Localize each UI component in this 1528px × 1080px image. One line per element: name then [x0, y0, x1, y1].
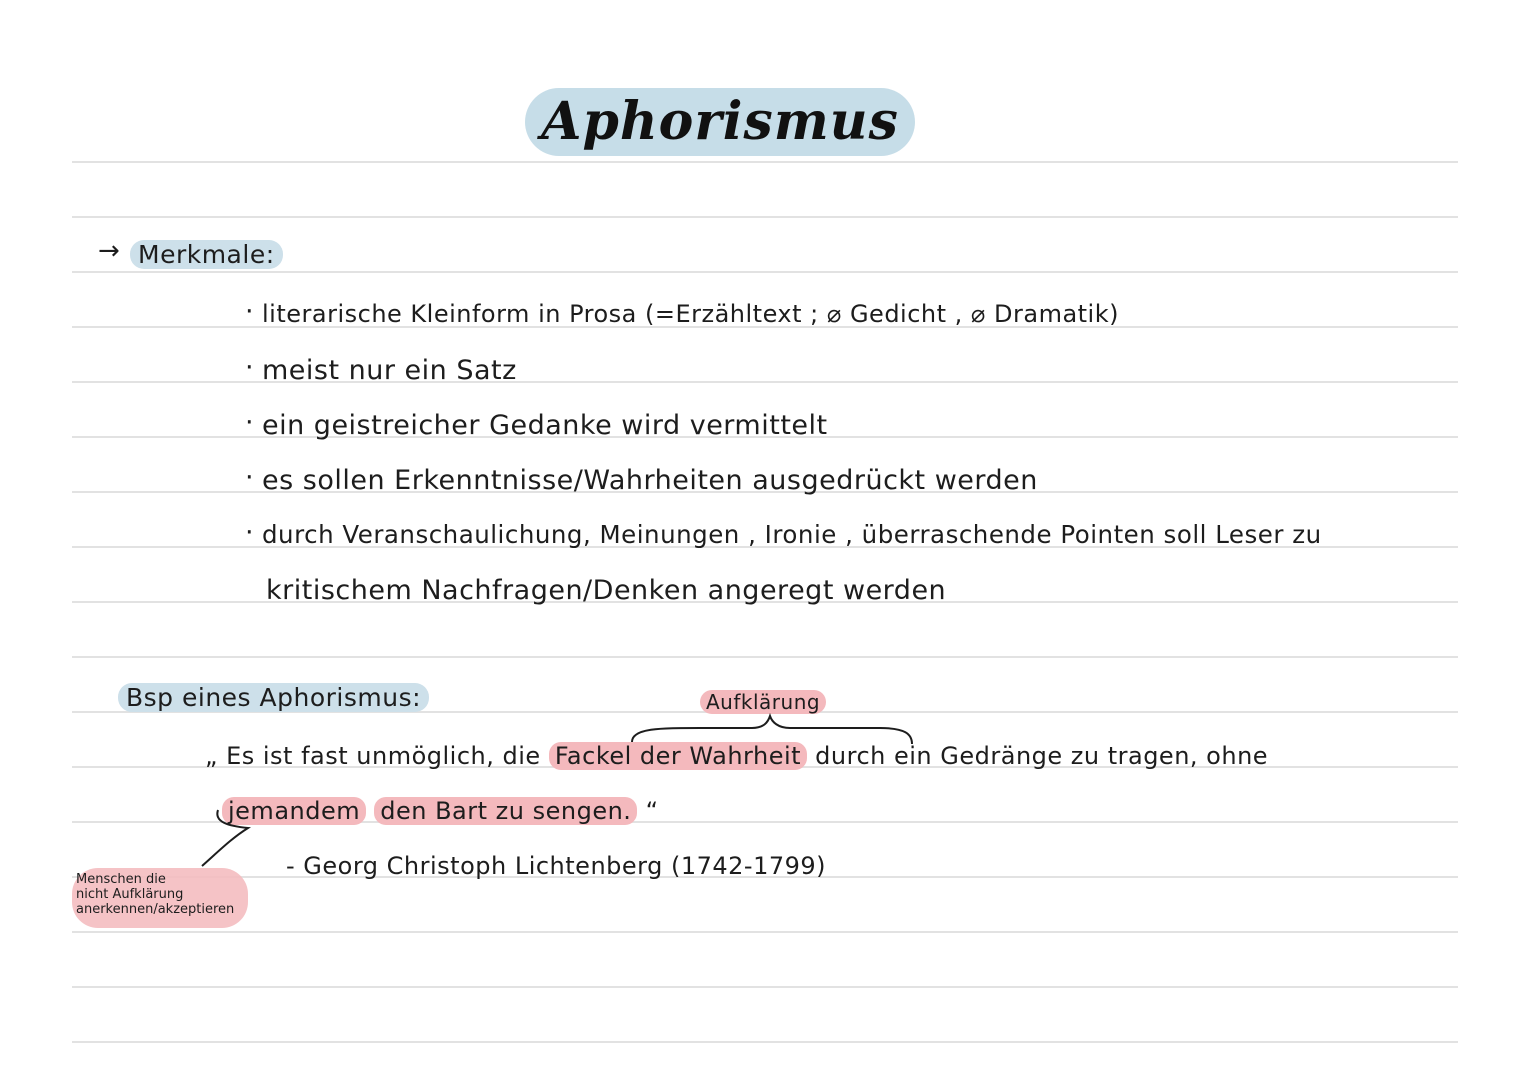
feature-item: durch Veranschaulichung, Meinungen , Ironie , überraschende Pointen soll Leser zu — [262, 520, 1322, 549]
section-heading-text: Merkmale: — [130, 240, 283, 269]
quote-attribution: - Georg Christoph Lichtenberg (1742-1799) — [286, 852, 827, 880]
ruled-line — [72, 271, 1458, 273]
bullet-dot: · — [245, 517, 254, 548]
ruled-line — [72, 986, 1458, 988]
quote-open-mark: „ — [205, 742, 218, 770]
quote-text: durch ein Gedränge zu tragen, ohne — [815, 742, 1269, 770]
feature-item: ein geistreicher Gedanke wird vermittelt — [262, 410, 828, 441]
example-heading-text: Bsp eines Aphorismus: — [118, 683, 429, 712]
section-heading — [130, 240, 283, 269]
bullet-dot: · — [245, 407, 254, 438]
quote-highlight: jemandem — [222, 797, 366, 825]
quote-highlight: Fackel der Wahrheit — [549, 742, 807, 770]
feature-item: meist nur ein Satz — [262, 355, 517, 386]
annotation-aufklaerung-text: Aufklärung — [700, 690, 826, 714]
ruled-line — [72, 656, 1458, 658]
quote-text: Es ist fast unmöglich, die — [226, 742, 541, 770]
bullet-dot: · — [245, 296, 254, 327]
quote-close-mark: “ — [645, 797, 659, 825]
bullet-dot: · — [245, 352, 254, 383]
annotation-aufklaerung — [700, 690, 826, 714]
feature-item: es sollen Erkenntnisse/Wahrheiten ausgedrückt werden — [262, 465, 1038, 496]
quote-line-2 — [222, 797, 659, 825]
feature-item: literarische Kleinform in Prosa (=Erzähltext ; ⌀ Gedicht , ⌀ Dramatik) — [262, 300, 1119, 328]
quote-line-1 — [205, 742, 1268, 770]
quote-highlight: den Bart zu sengen. — [374, 797, 637, 825]
page-title: Aphorismus — [541, 91, 899, 152]
brace-stroke — [632, 716, 912, 744]
feature-item: kritischem Nachfragen/Denken angeregt werden — [266, 575, 947, 606]
example-heading — [118, 683, 429, 712]
ruled-line — [72, 216, 1458, 218]
side-note-text: Menschen die nicht Aufklärung anerkennen/akzeptieren — [76, 872, 235, 917]
title-highlight — [525, 88, 915, 156]
bullet-dot: · — [245, 462, 254, 493]
ruled-line — [72, 931, 1458, 933]
side-note — [76, 872, 246, 917]
ruled-line — [72, 1041, 1458, 1043]
ruled-line — [72, 161, 1458, 163]
arrow-icon: → — [98, 236, 120, 266]
